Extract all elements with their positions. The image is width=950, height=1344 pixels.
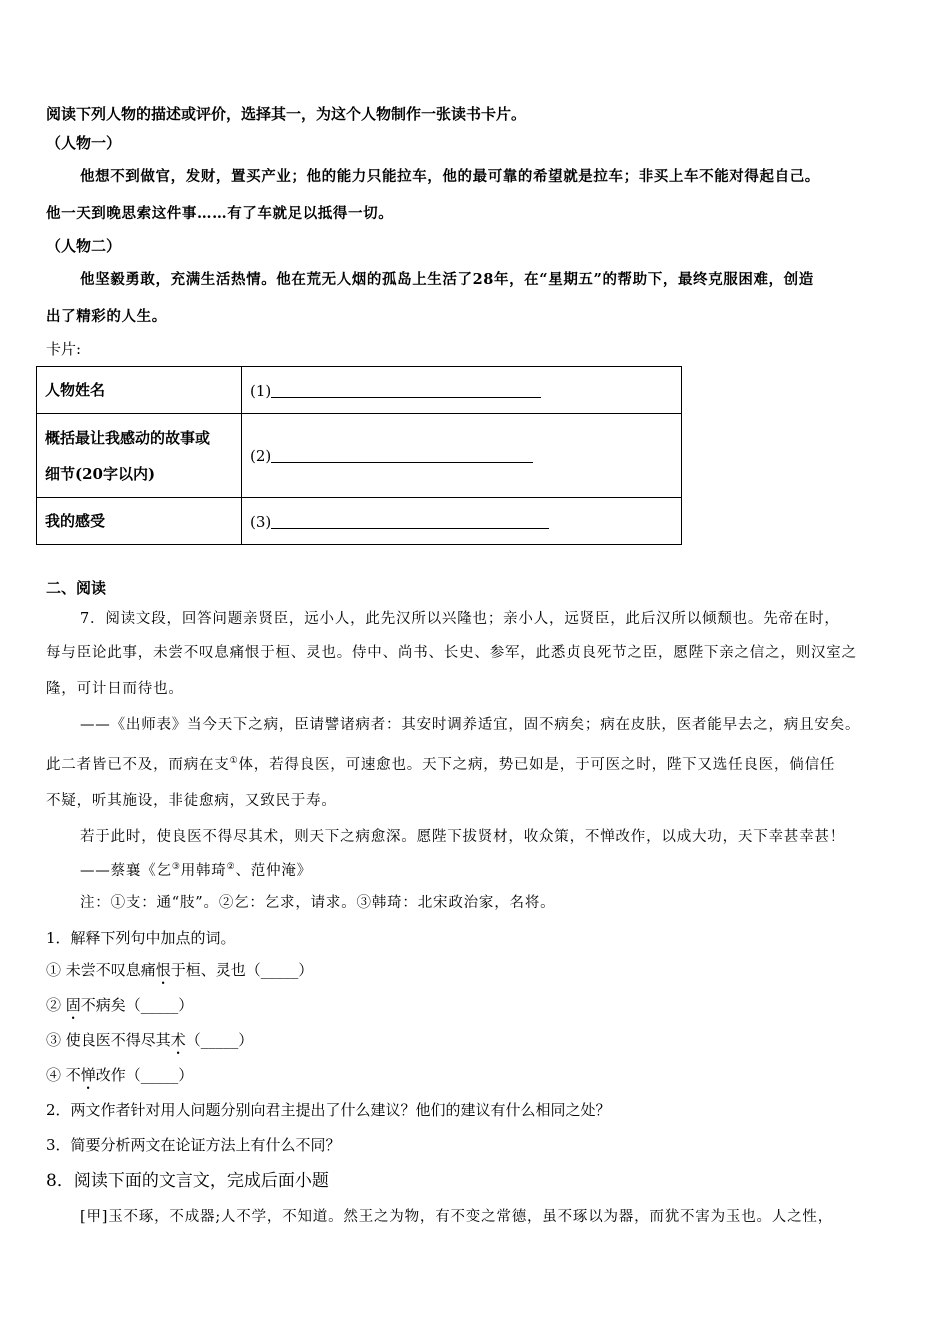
sub1-item-1-post: 于桓、灵也（_____） [170,960,314,979]
sub1-item-3 [46,1023,910,1058]
card-label-story-a: 概括最让我感动的故事或 [45,428,211,447]
card-row-story [37,414,682,498]
sub1-item-4-post: 改作（_____） [95,1065,194,1084]
blank-line-3[interactable] [271,512,549,529]
sub1-item-1-pre: ① 未尝不叹息痛 [46,960,156,979]
person1-label: （人物一） [46,134,122,152]
footnote-mark-2: ② [226,861,236,872]
blank-line-1[interactable] [271,381,541,398]
person2-text-line2: 出了精彩的人生。 [46,308,167,325]
card-num-1: (1) [250,381,272,400]
sub1-item-3-dotted: 术 [170,1030,186,1049]
blank-line-2[interactable] [271,446,533,463]
sub1-item-1-dotted: 恨 [155,960,171,979]
q7-line8-a: ——蔡襄《乞 [80,862,172,879]
sub1-item-2-pre: ② [46,995,66,1014]
sub1-item-3-post: （_____） [185,1030,254,1049]
sub1-item-1 [46,953,910,988]
intro-instruction: 阅读下列人物的描述或评价，选择其一，为这个人物制作一张读书卡片。 [46,105,527,123]
sub1-item-3-pre: ③ 使良医不得尽其 [46,1030,171,1049]
sub1-item-4-pre: ④ 不 [46,1065,81,1084]
reading-card-table [36,366,682,545]
q8-line1: [甲]玉不琢，不成器;人不学，不知道。然王之为物，有不变之常德，虽不琢以为器，而犹不害为玉也。人之性， [80,1208,833,1225]
sub1-item-2-post: 不病矣（_____） [80,995,194,1014]
sub1-item-2 [46,988,910,1023]
card-label-name: 人物姓名 [37,367,242,414]
section-title: 二、阅读 [46,579,107,597]
footnote-mark-3: ③ [171,861,181,872]
sub1-title: 1．解释下列句中加点的词。 [46,928,236,947]
person1-text-line1: 他想不到做官，发财，置买产业；他的能力只能拉车，他的最可靠的希望就是拉车；非买上车不能对得起自己。 [80,168,820,185]
q7-line5-a: 此二者皆已不及，而病在支 [46,756,230,773]
card-label: 卡片: [46,340,82,358]
q7-note: 注：①支：通“肢”。②乞：乞求，请求。③韩琦：北宋政治家，名将。 [80,894,556,911]
card-label-story [37,414,242,498]
q7-line8 [46,855,910,883]
card-num-3: (3) [250,512,272,531]
q8-title: 8．阅读下面的文言文，完成后面小题 [46,1170,329,1191]
sub3-question: 3．简要分析两文在论证方法上有什么不同？ [46,1135,341,1154]
footnote-mark-1: ① [229,756,239,766]
card-row-name [37,367,682,414]
document-page [46,100,910,1235]
person2-text-line1: 他坚毅勇敢，充满生活热情。他在荒无人烟的孤岛上生活了28年，在“星期五”的帮助下，最终克服困难，创造 [80,271,814,288]
card-answer-feeling[interactable] [242,498,682,545]
person1-text-line2: 他一天到晚思索这件事……有了车就足以抵得一切。 [46,205,394,222]
card-row-feeling [37,498,682,545]
sub1-item-2-dotted: 固 [65,995,81,1014]
person2-label: （人物二） [46,237,122,255]
sub2-question: 2．两文作者针对用人问题分别向君主提出了什么建议？他们的建议有什么相同之处？ [46,1100,611,1119]
sub1-item-4-dotted: 惮 [80,1065,96,1084]
card-num-2: (2) [250,447,272,465]
q7-line5-b: 体，若得良医，可速愈也。天下之病，势已如是，于可医之时，陛下又选任良医，倘信任 [238,756,836,773]
card-label-feeling: 我的感受 [37,498,242,545]
q7-line1: 7．阅读文段，回答问题亲贤臣，远小人，此先汉所以兴隆也；亲小人，远贤臣，此后汉所以倾颓也。先帝在时， [80,611,840,627]
card-answer-story[interactable] [242,414,682,498]
q7-line2: 每与臣论此事，未尝不叹息痛恨于桓、灵也。侍中、尚书、长史、参军，此悉贞良死节之臣，愿陛下亲之信之，则汉室之 [46,645,857,661]
card-label-story-b: 细节(20字以内) [45,464,156,483]
q7-line8-c: 、范仲淹》 [235,862,312,879]
q7-line7: 若于此时，使良医不得尽其术，则天下之病愈深。愿陛下拔贤材，收众策，不惮改作，以成大功，天下幸甚幸甚！ [80,828,845,845]
q7-line3: 隆，可计日而待也。 [46,681,184,697]
q7-line6: 不疑，听其施设，非徒愈病，又致民于寿。 [46,792,337,809]
q7-line8-b: 用韩琦 [180,862,227,879]
sub1-item-4 [46,1058,910,1093]
card-answer-name[interactable] [242,367,682,414]
q7-line5 [46,743,910,783]
q7-line4: ——《出师表》当今天下之病，臣请譬诸病者：其安时调养适宜，固不病矣；病在皮肤，医者能早去之，病且安矣。 [80,717,861,733]
